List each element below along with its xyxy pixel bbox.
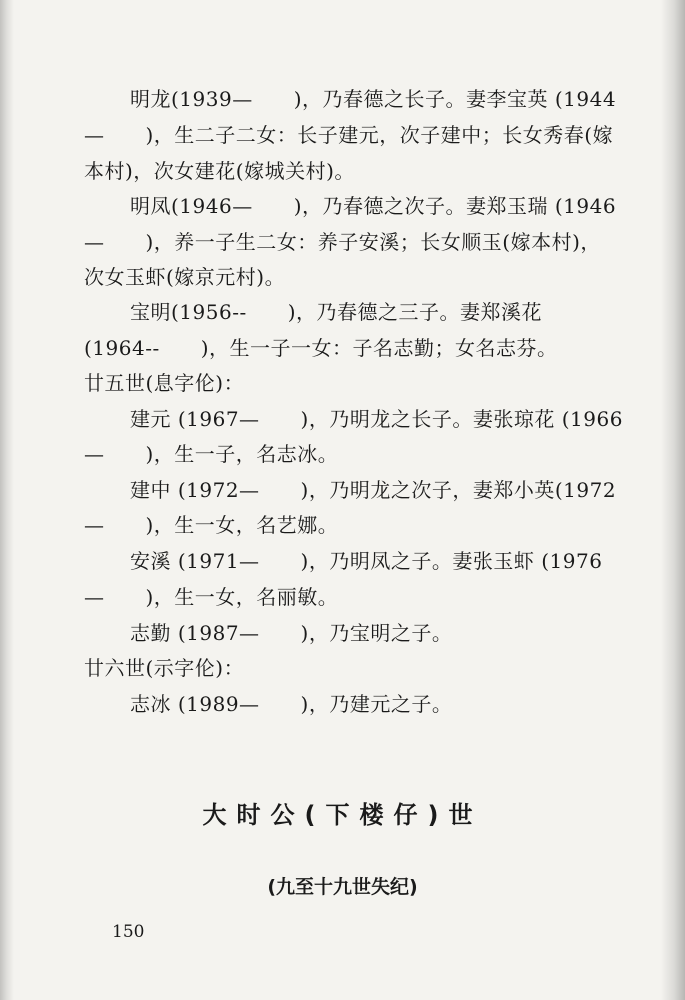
section-subtitle: (九至十九世失纪) xyxy=(267,876,418,898)
text-line: 次女玉虾(嫁京元村)。 xyxy=(84,265,286,289)
text-line: 明龙(1939— )，乃春德之长子。妻李宝英 (1944 xyxy=(130,87,617,111)
text-line: — )，生一女，名丽敏。 xyxy=(84,585,339,609)
text-line: 宝明(1956-- )，乃春德之三子。妻郑溪花 xyxy=(130,300,543,324)
text-line: — )，生二子二女：长子建元，次子建中；长女秀春(嫁 xyxy=(84,123,614,147)
scan-edge-right xyxy=(661,0,685,1000)
text-line: — )，生一女，名艺娜。 xyxy=(84,513,339,537)
page-number: 150 xyxy=(112,922,145,942)
text-line: 本村)，次女建花(嫁城关村)。 xyxy=(84,159,355,183)
text-line: 建中 (1972— )，乃明龙之次子，妻郑小英(1972 xyxy=(130,478,617,502)
text-line: 建元 (1967— )，乃明龙之长子。妻张琼花 (1966 xyxy=(130,407,623,431)
text-line: (1964-- )，生一子一女：子名志勤；女名志芬。 xyxy=(84,336,558,360)
text-line: 志勤 (1987— )，乃宝明之子。 xyxy=(130,621,453,645)
scan-edge-left xyxy=(0,0,14,1000)
text-line: 明凤(1946— )，乃春德之次子。妻郑玉瑞 (1946 xyxy=(130,194,617,218)
generation-heading: 廿五世(息字伦)： xyxy=(84,371,245,395)
text-line: — )，养一子生二女：养子安溪；长女顺玉(嫁本村)， xyxy=(84,230,601,254)
text-line: 志冰 (1989— )，乃建元之子。 xyxy=(130,692,453,716)
text-line: 安溪 (1971— )，乃明凤之子。妻张玉虾 (1976 xyxy=(130,549,603,573)
text-line: — )，生一子，名志冰。 xyxy=(84,442,339,466)
generation-heading: 廿六世(示字伦)： xyxy=(84,656,245,680)
section-title: 大时公(下楼仔)世 xyxy=(202,801,483,829)
